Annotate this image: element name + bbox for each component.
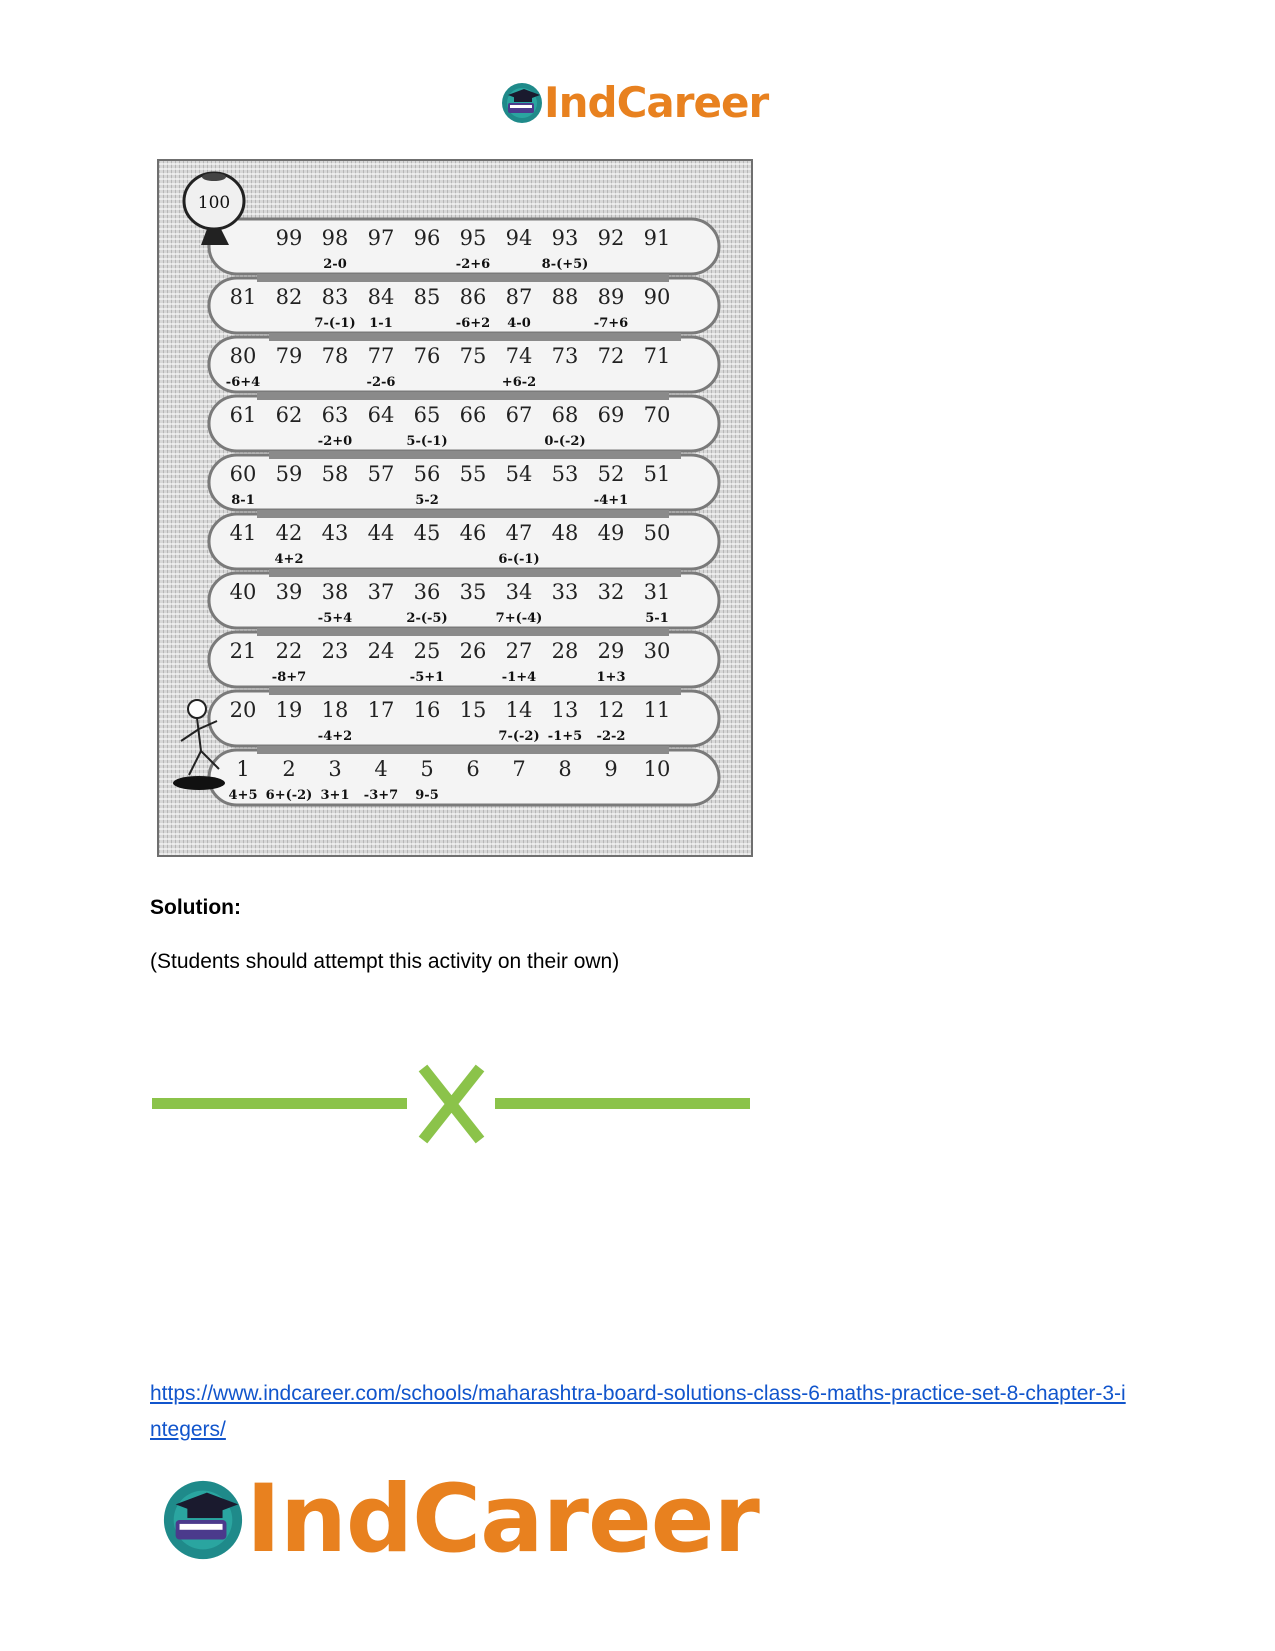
cell-number: 13: [551, 698, 579, 722]
cell-number: 92: [597, 226, 625, 250]
board-cell-58: [322, 462, 349, 486]
cell-number: 91: [643, 226, 671, 250]
board-cell-74: [502, 344, 536, 390]
cell-number: 89: [597, 285, 625, 309]
cell-number: 37: [367, 580, 395, 604]
cell-expression: -4+2: [317, 729, 353, 744]
board-cell-38: [318, 580, 352, 626]
cell-number: 45: [413, 521, 441, 545]
board-cell-75: [460, 344, 487, 368]
source-link[interactable]: https://www.indcareer.com/schools/maharashtra-board-solutions-class-6-maths-practice-set-8-chapter-3-integers/: [150, 1382, 1126, 1441]
integer-snake-board: [157, 159, 753, 857]
row-separator: [269, 451, 681, 459]
board-cell-69: [598, 403, 625, 427]
cell-number: 66: [459, 403, 487, 427]
section-divider: [150, 1058, 750, 1153]
cell-number: 19: [275, 698, 303, 722]
board-cell-23: [322, 639, 349, 663]
cell-number: 23: [321, 639, 349, 663]
cell-number: 75: [459, 344, 487, 368]
cell-number: 69: [597, 403, 625, 427]
board-cell-11: [644, 698, 671, 722]
board-cell-33: [552, 580, 579, 604]
cell-number: 97: [367, 226, 395, 250]
cell-number: 21: [229, 639, 257, 663]
board-graphic: [159, 161, 751, 855]
board-cell-35: [460, 580, 487, 604]
cell-expression: 7-(-2): [498, 729, 540, 744]
cell-number: 8: [558, 757, 572, 781]
board-cell-70: [644, 403, 671, 427]
cell-number: 95: [459, 226, 487, 250]
cell-number: 60: [229, 462, 257, 486]
row-separator: [269, 333, 681, 341]
cell-expression: 3+1: [320, 788, 350, 803]
board-cell-25: [410, 639, 444, 685]
cell-expression: 2-(-5): [406, 611, 448, 626]
cell-expression: 4+2: [274, 552, 304, 567]
cell-expression: 6-(-1): [498, 552, 540, 567]
cell-number: 78: [321, 344, 349, 368]
cell-number: 99: [275, 226, 303, 250]
board-cell-78: [322, 344, 349, 368]
board-cell-99: [276, 226, 303, 250]
board-cell-82: [276, 285, 303, 309]
board-cell-88: [552, 285, 579, 309]
board-cell-18: [318, 698, 352, 744]
cell-number: 15: [459, 698, 487, 722]
cell-expression: 2-0: [323, 257, 347, 272]
cell-number: 39: [275, 580, 303, 604]
board-cell-43: [322, 521, 349, 545]
board-cell-71: [644, 344, 671, 368]
board-cell-61: [230, 403, 257, 427]
board-cell-9: [604, 757, 617, 781]
board-cell-80: [226, 344, 260, 390]
board-cell-17: [368, 698, 395, 722]
board-cell-85: [414, 285, 441, 309]
cell-number: 6: [466, 757, 480, 781]
board-cell-98: [322, 226, 349, 272]
divider-line-left: [152, 1098, 407, 1109]
divider-cross-icon: [423, 1068, 480, 1140]
board-cell-60: [230, 462, 257, 508]
board-cell-10: [644, 757, 671, 781]
cell-expression: 9-5: [415, 788, 439, 803]
cell-number: 98: [321, 226, 349, 250]
board-cell-7: [512, 757, 525, 781]
cell-number: 33: [551, 580, 579, 604]
board-cell-91: [644, 226, 671, 250]
cell-expression: -6+4: [225, 375, 261, 390]
board-cell-51: [644, 462, 671, 486]
cell-expression: 7+(-4): [495, 611, 543, 626]
board-cell-57: [368, 462, 395, 486]
cell-number: 68: [551, 403, 579, 427]
cell-expression: -1+5: [547, 729, 583, 744]
cell-number: 24: [367, 639, 395, 663]
board-cell-40: [230, 580, 257, 604]
board-cell-22: [272, 639, 306, 685]
solution-text: (Students should attempt this activity on their own): [150, 950, 620, 973]
cell-number: 59: [275, 462, 303, 486]
cell-number: 17: [367, 698, 395, 722]
board-cell-28: [552, 639, 579, 663]
board-cell-84: [368, 285, 395, 331]
board-cell-46: [460, 521, 487, 545]
cell-number: 62: [275, 403, 303, 427]
cell-number: 38: [321, 580, 349, 604]
cell-number: 3: [328, 757, 342, 781]
cell-expression: +6-2: [501, 375, 537, 390]
row-separator: [257, 274, 669, 282]
cell-number: 96: [413, 226, 441, 250]
board-cell-89: [594, 285, 628, 331]
board-cell-44: [368, 521, 395, 545]
cell-number: 7: [512, 757, 526, 781]
cell-expression: 0-(-2): [544, 434, 586, 449]
row-separator: [257, 628, 669, 636]
board-cell-86: [456, 285, 490, 331]
board-cell-66: [460, 403, 487, 427]
cell-expression: 8-1: [231, 493, 255, 508]
row-separator: [257, 510, 669, 518]
cell-number: 28: [551, 639, 579, 663]
board-cell-55: [460, 462, 487, 486]
board-cell-95: [456, 226, 490, 272]
board-cell-90: [644, 285, 671, 309]
board-cell-62: [276, 403, 303, 427]
cell-number: 93: [551, 226, 579, 250]
graduate-book-icon: [500, 81, 544, 125]
board-cell-76: [414, 344, 441, 368]
cell-number: 18: [321, 698, 349, 722]
cell-number: 94: [505, 226, 533, 250]
board-cell-24: [368, 639, 395, 663]
cell-expression: -2-6: [366, 375, 396, 390]
cell-number: 77: [367, 344, 395, 368]
board-cell-19: [276, 698, 303, 722]
board-cell-94: [506, 226, 533, 250]
board-cell-53: [552, 462, 579, 486]
cell-expression: -5+4: [317, 611, 353, 626]
cell-number: 86: [459, 285, 487, 309]
cell-number: 41: [229, 521, 257, 545]
cell-number: 42: [275, 521, 303, 545]
cell-number: 50: [643, 521, 671, 545]
cell-number: 16: [413, 698, 441, 722]
cell-number: 51: [643, 462, 671, 486]
cell-expression: -2+6: [455, 257, 491, 272]
board-cell-30: [644, 639, 671, 663]
board-cell-50: [644, 521, 671, 545]
cell-number: 29: [597, 639, 625, 663]
cell-number: 55: [459, 462, 487, 486]
cell-expression: -8+7: [271, 670, 307, 685]
board-cell-63: [318, 403, 352, 449]
cell-number: 46: [459, 521, 487, 545]
cell-number: 4: [374, 757, 388, 781]
row-separator: [269, 569, 681, 577]
cell-number: 90: [643, 285, 671, 309]
solution-heading: Solution:: [150, 896, 241, 919]
board-cell-8: [558, 757, 571, 781]
board-cell-87: [506, 285, 533, 331]
cell-number: 76: [413, 344, 441, 368]
cell-number: 54: [505, 462, 533, 486]
cell-number: 43: [321, 521, 349, 545]
board-cell-52: [594, 462, 628, 508]
cell-number: 25: [413, 639, 441, 663]
cell-number: 26: [459, 639, 487, 663]
cell-number: 83: [321, 285, 349, 309]
row-separator: [257, 746, 669, 754]
cell-number: 40: [229, 580, 257, 604]
cell-number: 53: [551, 462, 579, 486]
cell-number: 81: [229, 285, 257, 309]
board-cell-41: [230, 521, 257, 545]
board-cell-13: [548, 698, 582, 744]
board-cell-29: [597, 639, 626, 685]
row-separator: [269, 687, 681, 695]
cell-expression: -1+4: [501, 670, 537, 685]
cell-number: 44: [367, 521, 395, 545]
board-cell-97: [368, 226, 395, 250]
board-cell-20: [230, 698, 257, 722]
cell-number: 30: [643, 639, 671, 663]
cell-number: 10: [643, 757, 671, 781]
board-cell-56: [414, 462, 441, 508]
cell-number: 84: [367, 285, 395, 309]
cell-number: 65: [413, 403, 441, 427]
board-cell-81: [230, 285, 257, 309]
cell-expression: -3+7: [363, 788, 399, 803]
cell-expression: 1+3: [596, 670, 626, 685]
cell-number: 14: [505, 698, 533, 722]
cell-expression: 5-2: [415, 493, 439, 508]
cell-number: 2: [282, 757, 296, 781]
cell-number: 5: [420, 757, 434, 781]
board-cell-54: [506, 462, 533, 486]
cell-number: 73: [551, 344, 579, 368]
cell-expression: 4-0: [507, 316, 531, 331]
cell-expression: 7-(-1): [314, 316, 356, 331]
cell-expression: -7+6: [593, 316, 629, 331]
cell-number: 57: [367, 462, 395, 486]
cell-number: 70: [643, 403, 671, 427]
cell-expression: 1-1: [369, 316, 393, 331]
cell-number: 79: [275, 344, 303, 368]
cell-expression: 4+5: [228, 788, 258, 803]
cell-expression: -2-2: [596, 729, 626, 744]
board-cell-67: [506, 403, 533, 427]
indcareer-logo-top: [500, 78, 768, 128]
cell-expression: -6+2: [455, 316, 491, 331]
board-cell-59: [276, 462, 303, 486]
cell-number: 80: [229, 344, 257, 368]
board-cell-37: [368, 580, 395, 604]
divider-line-right: [495, 1098, 750, 1109]
cell-number: 61: [229, 403, 257, 427]
cell-number: 82: [275, 285, 303, 309]
board-cell-45: [414, 521, 441, 545]
cell-number: 27: [505, 639, 533, 663]
cell-expression: -4+1: [593, 493, 629, 508]
cell-number: 47: [505, 521, 533, 545]
board-cell-73: [552, 344, 579, 368]
trophy-label: 100: [197, 193, 231, 213]
cell-number: 22: [275, 639, 303, 663]
cell-number: 35: [459, 580, 487, 604]
board-cell-6: [466, 757, 479, 781]
cell-number: 74: [505, 344, 533, 368]
board-cell-48: [552, 521, 579, 545]
cell-number: 88: [551, 285, 579, 309]
board-cell-42: [275, 521, 304, 567]
board-cell-26: [460, 639, 487, 663]
cell-number: 72: [597, 344, 625, 368]
board-cell-96: [414, 226, 441, 250]
indcareer-logo-bottom: [160, 1465, 759, 1574]
cell-number: 34: [505, 580, 533, 604]
cell-number: 87: [505, 285, 533, 309]
board-cell-79: [276, 344, 303, 368]
cell-expression: 8-(+5): [541, 257, 589, 272]
cell-number: 85: [413, 285, 441, 309]
cell-number: 58: [321, 462, 349, 486]
board-cell-64: [368, 403, 395, 427]
board-cell-77: [367, 344, 396, 390]
cell-expression: -5+1: [409, 670, 445, 685]
board-cell-92: [598, 226, 625, 250]
logo-text: IndCareer: [544, 78, 769, 127]
board-cell-27: [502, 639, 536, 685]
cell-expression: 5-(-1): [406, 434, 448, 449]
cell-number: 64: [367, 403, 395, 427]
row-separator: [257, 392, 669, 400]
graduate-book-icon: [160, 1477, 246, 1563]
cell-number: 11: [643, 698, 671, 722]
cell-expression: 5-1: [645, 611, 669, 626]
board-cell-21: [230, 639, 257, 663]
board-cell-16: [414, 698, 441, 722]
cell-number: 56: [413, 462, 441, 486]
cell-number: 12: [597, 698, 625, 722]
cell-number: 31: [643, 580, 671, 604]
cell-number: 52: [597, 462, 625, 486]
cell-number: 48: [551, 521, 579, 545]
board-cell-15: [460, 698, 487, 722]
cell-number: 49: [597, 521, 625, 545]
cell-number: 20: [229, 698, 257, 722]
logo-text: IndCareer: [246, 1465, 759, 1574]
board-cell-72: [598, 344, 625, 368]
cell-number: 9: [604, 757, 618, 781]
cell-number: 36: [413, 580, 441, 604]
cell-number: 32: [597, 580, 625, 604]
cell-number: 71: [643, 344, 671, 368]
board-cell-31: [644, 580, 671, 626]
cell-number: 63: [321, 403, 349, 427]
board-cell-49: [598, 521, 625, 545]
board-cell-32: [598, 580, 625, 604]
board-cell-12: [597, 698, 626, 744]
cell-number: 1: [236, 757, 250, 781]
board-cell-39: [276, 580, 303, 604]
cell-expression: 6+(-2): [265, 788, 313, 803]
cell-expression: -2+0: [317, 434, 353, 449]
cell-number: 67: [505, 403, 533, 427]
